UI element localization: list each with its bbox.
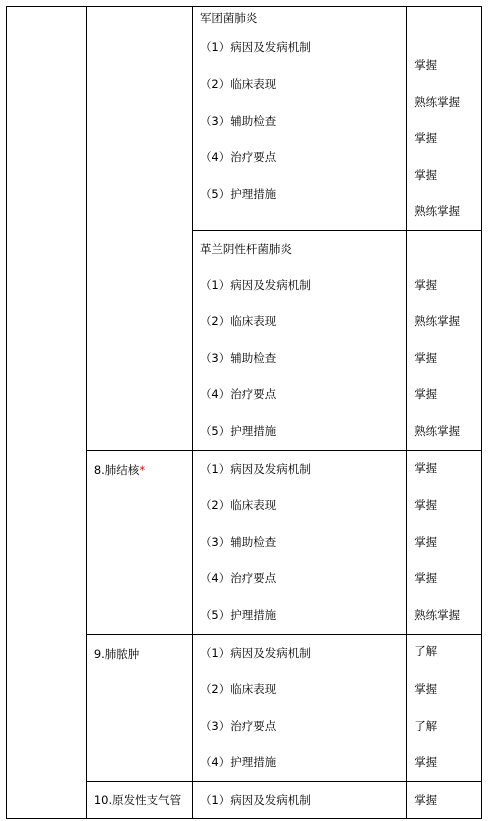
content-cell — [192, 230, 406, 450]
list-item: （4）护理措施 — [199, 755, 277, 769]
mastery-level: 熟练掌握 — [414, 94, 461, 109]
disease-cell — [86, 450, 192, 634]
level-cell — [407, 7, 482, 231]
mastery-level: 熟练掌握 — [414, 423, 461, 438]
list-item: （5）护理措施 — [199, 186, 277, 201]
table-row — [7, 7, 482, 231]
list-item: （3）辅助检查 — [199, 350, 277, 365]
content-cell — [192, 450, 406, 634]
mastery-level: 熟练掌握 — [414, 314, 461, 328]
list-item: （4）治疗要点 — [199, 387, 277, 401]
mastery-level: 掌握 — [414, 571, 438, 585]
level-cell — [407, 634, 482, 781]
list-item: （1）病因及发病机制 — [199, 792, 311, 807]
level-cell — [407, 450, 482, 634]
list-item: （1）病因及发病机制 — [199, 277, 311, 292]
list-item: （3）辅助检查 — [199, 534, 277, 549]
mastery-level: 掌握 — [414, 131, 438, 145]
mastery-level: 掌握 — [414, 350, 438, 365]
mastery-level: 了解 — [414, 643, 438, 658]
list-item: （1）病因及发病机制 — [199, 461, 311, 476]
mastery-level: 掌握 — [414, 498, 438, 512]
list-item: （2）临床表现 — [199, 77, 277, 91]
key-marker: * — [139, 462, 146, 477]
mastery-level: 掌握 — [414, 387, 438, 401]
mastery-level: 掌握 — [414, 460, 438, 475]
mastery-level: 掌握 — [414, 167, 438, 182]
list-item: （5）护理措施 — [199, 423, 277, 438]
mastery-level: 掌握 — [414, 755, 438, 769]
list-item: （2）临床表现 — [199, 314, 277, 328]
content-cell — [192, 634, 406, 781]
list-item: （4）治疗要点 — [199, 571, 277, 585]
list-item: （3）治疗要点 — [199, 718, 277, 733]
mastery-level: 掌握 — [414, 277, 438, 292]
list-item: （4）治疗要点 — [199, 150, 277, 164]
list-item: （2）临床表现 — [199, 682, 277, 696]
list-item: （2）临床表现 — [199, 498, 277, 512]
mastery-level: 掌握 — [414, 58, 438, 72]
disease-cell — [86, 7, 192, 451]
mastery-level: 了解 — [414, 718, 438, 733]
level-cell — [407, 230, 482, 450]
content-cell — [192, 7, 406, 231]
disease-cell — [86, 781, 192, 818]
subtype-title: 军团菌肺炎 — [199, 11, 258, 25]
list-item: （1）病因及发病机制 — [199, 645, 311, 660]
list-item: （1）病因及发病机制 — [199, 40, 311, 54]
mastery-level: 掌握 — [414, 792, 438, 807]
category-cell — [7, 7, 87, 819]
disease-name: 8.肺结核 — [93, 462, 140, 477]
syllabus-table — [6, 6, 482, 819]
subtype-title: 革兰阴性杆菌肺炎 — [199, 241, 292, 256]
level-cell — [407, 781, 482, 818]
content-cell — [192, 781, 406, 818]
mastery-level: 掌握 — [414, 534, 438, 549]
mastery-level: 熟练掌握 — [414, 607, 461, 622]
disease-name: 10.原发性支气管 — [93, 792, 182, 807]
list-item: （5）护理措施 — [199, 607, 277, 622]
list-item: （3）辅助检查 — [199, 113, 277, 128]
mastery-level: 熟练掌握 — [414, 204, 461, 218]
disease-name: 9.肺脓肿 — [93, 646, 140, 661]
mastery-level: 掌握 — [414, 682, 438, 696]
disease-cell — [86, 634, 192, 781]
